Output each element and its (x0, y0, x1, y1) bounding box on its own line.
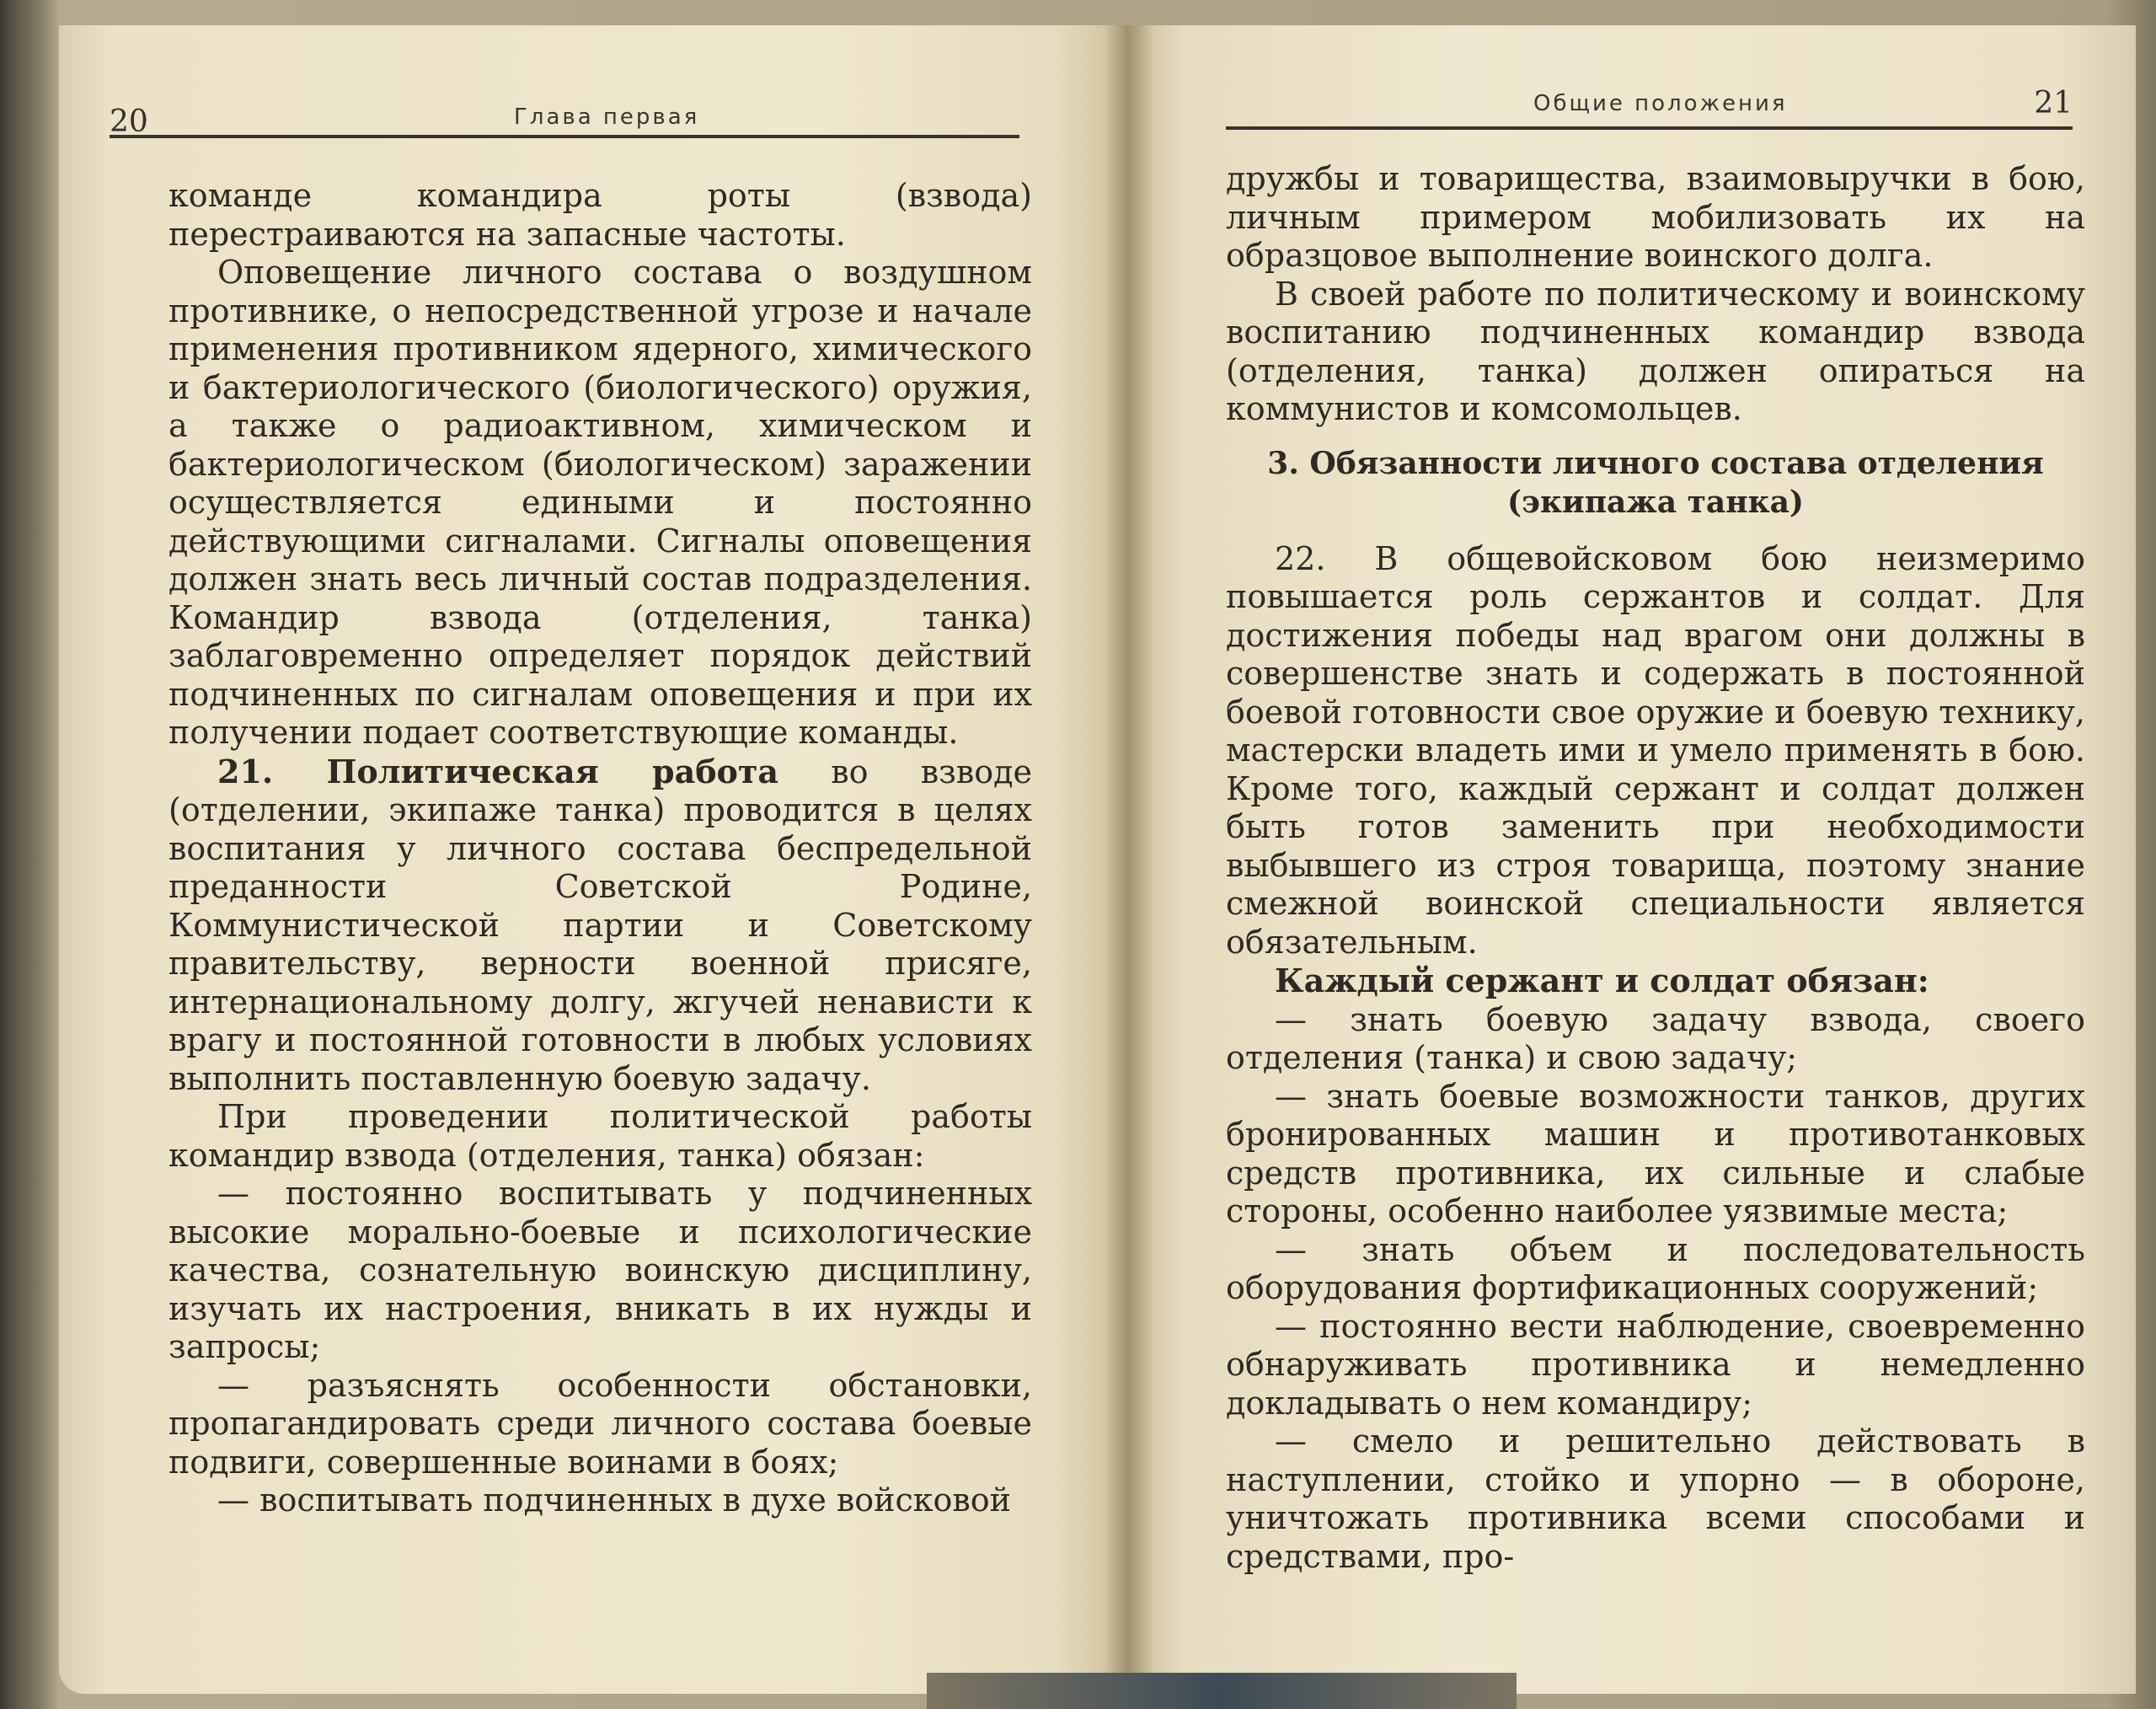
list-item: — смело и решительно действовать в наступлении, стойко и упорно — в обороне, уничтожать противника всеми способами и средствами, про- (1226, 1422, 2085, 1575)
list-item: — знать объем и последовательность оборудования фортификационных сооружений; (1226, 1230, 2085, 1306)
list-item: — постоянно вести наблюдение, своевременно обнаруживать противника и немедленно докладывать о нем командиру; (1226, 1307, 2085, 1422)
running-title: Глава первая (514, 104, 700, 130)
paragraph: дружбы и товарищества, взаимовыручки в бою, личным примером мобилизовать их на образцовое выполнение воинского долга. (1226, 160, 2085, 274)
right-page-body (1226, 160, 2085, 1576)
paragraph: 22. В общевойсковом бою неизмеримо повышается роль сержантов и солдат. Для достижения победы над врагом они должны в совершенстве знать и содержать в постоянной боевой готовности свое оружие и боевую технику, мастерски владеть ими и умело применять в бою. Кроме того, каждый сержант и солдат должен быть готов заменить при необходимости выбывшего из строя товарища, поэтому знание смежной воинской специальности является обязательным. (1226, 539, 2085, 961)
list-item: — постоянно воспитывать у подчиненных высокие морально-боевые и психологические качества, сознательную воинскую дисциплину, изучать их настроения, вникать в их нужды и запросы; (169, 1175, 1032, 1365)
list-item: — знать боевую задачу взвода, своего отделения (танка) и свою задачу; (1226, 1000, 2085, 1076)
book-cover-edge (0, 0, 59, 1709)
left-page-header (110, 93, 1019, 138)
paragraph: 21. Политическая работа во взводе (отделении, экипаже танка) проводится в целях воспитания у личного состава беспредельной преданности Советской Родине, Коммунистической партии и Советскому правительству, верности военной присяге, интернациональному долгу, жгучей ненависти к врагу и постоянной готовности в любых условиях выполнить поставленную боевую задачу. (169, 752, 1032, 1097)
list-item: — разъяснять особенности обстановки, пропагандировать среди личного состава боевые подвиги, совершенные воинами в боях; (169, 1366, 1032, 1481)
paragraph: команде командира роты (взвода) перестраиваются на запасные частоты. (169, 177, 1032, 253)
left-page-body (169, 177, 1032, 1520)
paragraph-lead: 21. Политическая работа (217, 752, 779, 790)
section-heading: 3. Обязанности личного состава отделения (экипажа танка) (1267, 445, 2044, 520)
paragraph (1226, 962, 2085, 1001)
list-item: — знать боевые возможности танков, других бронированных машин и противотанковых средств противника, их сильные и слабые стороны, особенно наиболее уязвимые места; (1226, 1077, 2085, 1230)
paragraph: Оповещение личного состава о воздушном противнике, о непосредственной угрозе и начале применения противником ядерного, химического и бактериологического (биологического) оружия, а также о радиоактивном, химическом и бактериологическом (биологическом) заражении осуществляется едиными и постоянно действующими сигналами. Сигналы оповещения должен знать весь личный состав подразделения. Командир взвода (отделения, танка) заблаговременно определяет порядок действий подчиненных по сигналам оповещения и при их получении подает соответствующие команды. (169, 254, 1032, 751)
paragraph: При проведении политической работы командир взвода (отделения, танка) обязан: (169, 1098, 1032, 1174)
paragraph: В своей работе по политическому и воинскому воспитанию подчиненных командир взвода (отделения, танка) должен опираться на коммунистов и комсомольцев. (1226, 275, 2085, 427)
page-number: 20 (110, 104, 148, 139)
paragraph-lead: Каждый сержант и солдат обязан: (1275, 962, 1929, 999)
list-item: — воспитывать подчиненных в духе войсковой (217, 1481, 1012, 1519)
running-title: Общие положения (1533, 91, 1788, 116)
book-bottom-edge (927, 1673, 1517, 1709)
page-gutter (1104, 25, 1154, 1694)
page-number: 21 (2034, 86, 2073, 121)
right-page-header (1226, 84, 2073, 130)
